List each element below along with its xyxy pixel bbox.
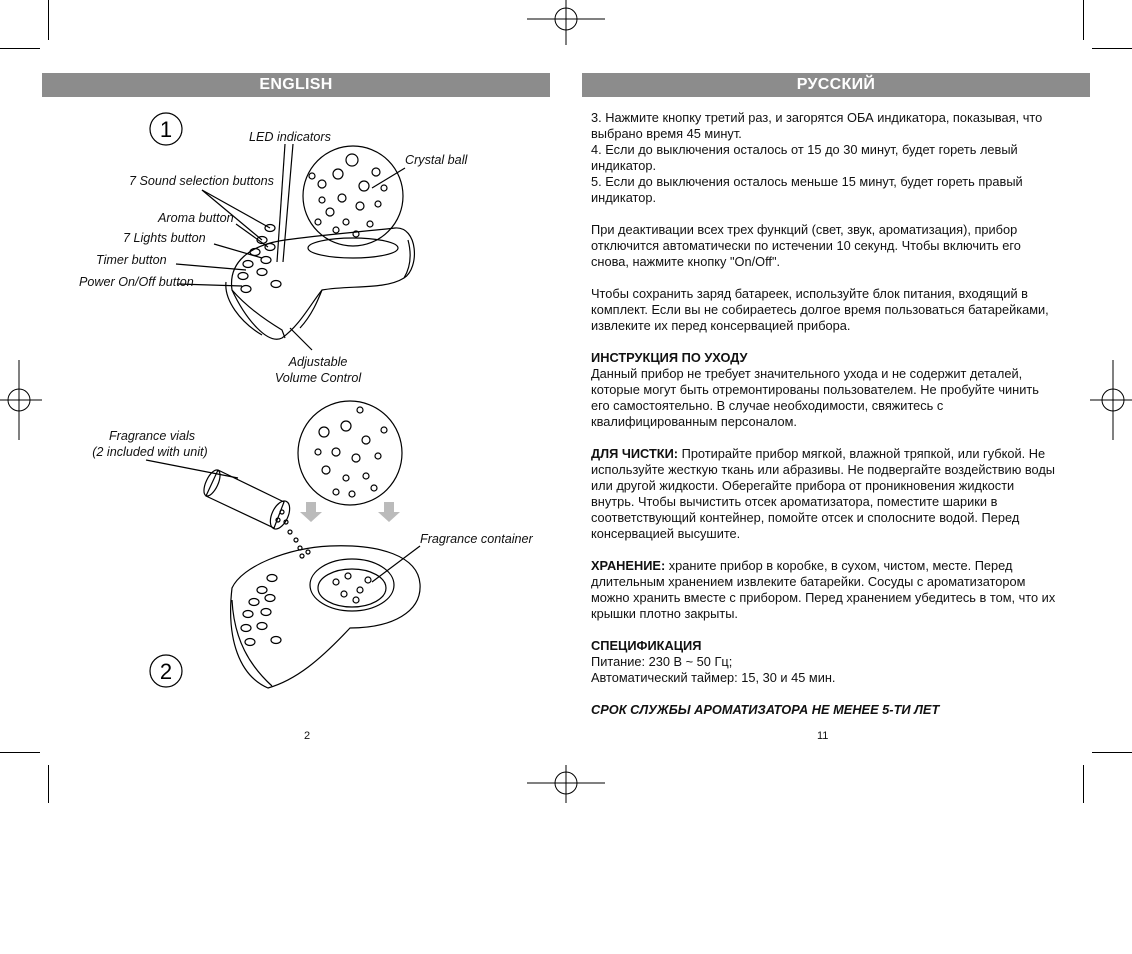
label-aroma-button: Aroma button (158, 211, 234, 225)
spec-timer: Автоматический таймер: 15, 30 и 45 мин. (591, 670, 836, 685)
crystal-ball-1 (303, 146, 403, 246)
step-1-number: 1 (159, 117, 173, 142)
label-volume-line1: Adjustable (288, 355, 348, 369)
timer-steps (591, 110, 1061, 206)
label-lights-button: 7 Lights button (123, 231, 206, 245)
fragrance-container (310, 559, 394, 611)
auto-off-paragraph: При деактивации всех трех функций (свет, звук, ароматизация), прибор отключится автоматически по истечении 10 секунд. Чтобы включить его снова, нажмите кнопку "On/Off". (591, 222, 1021, 269)
cleaning-text: Протирайте прибор мягкой, влажной тряпкой, или губкой. Не используйте жесткую ткань или абразивы. Не подвергайте воздействию воды или другой жидкости. Оберегайте прибора от проникновения жидкости внутрь. Чтобы вычистить отсек ароматизатора, поместите шарики в соответствующий контейнер, помойте отсек и сполосните водой. Перед консервацией высушите. (591, 446, 1055, 541)
header-english: ENGLISH (42, 73, 550, 97)
label-sound-buttons: 7 Sound selection buttons (129, 174, 274, 188)
crop-mark (1092, 48, 1132, 49)
device-1-body (232, 228, 415, 339)
label-crystal-ball: Crystal ball (405, 153, 468, 167)
label-fragrance-container: Fragrance container (420, 532, 533, 546)
timer-step-3: 3. Нажмите кнопку третий раз, и загорятся ОБА индикатора, показывая, что выбрано время 45 минут. (591, 110, 1043, 141)
header-russian: РУССКИЙ (582, 73, 1090, 97)
timer-step-5: 5. Если до выключения осталось меньше 15 минут, будет гореть правый индикатор. (591, 174, 1023, 205)
page-number-right: 11 (817, 730, 829, 742)
fragrance-vial (206, 470, 284, 528)
crop-mark (1083, 765, 1084, 803)
storage-title: ХРАНЕНИЕ: (591, 558, 666, 573)
lifetime-text: СРОК СЛУЖБЫ АРОМАТИЗАТОРА НЕ МЕНЕЕ 5-ТИ ЛЕТ (591, 702, 940, 717)
spec-section (591, 638, 1061, 686)
label-led-indicators: LED indicators (249, 130, 331, 144)
down-arrow-icon (378, 502, 400, 522)
label-volume-line2: Volume Control (274, 371, 362, 385)
storage-section (591, 558, 1061, 622)
label-vials-line2: (2 included with unit) (92, 445, 208, 459)
crystal-ball-2 (298, 401, 402, 505)
label-power-button: Power On/Off button (79, 275, 194, 289)
down-arrow-icon (300, 502, 322, 522)
care-title: ИНСТРУКЦИЯ ПО УХОДУ (591, 350, 748, 365)
label-timer-button: Timer button (96, 253, 167, 267)
lifetime-note (591, 702, 1061, 718)
timer-step-4: 4. Если до выключения осталось от 15 до 30 минут, будет гореть левый индикатор. (591, 142, 1018, 173)
spec-title: СПЕЦИФИКАЦИЯ (591, 638, 702, 653)
spec-power: Питание: 230 В ~ 50 Гц; (591, 654, 733, 669)
page-number-left: 2 (304, 730, 311, 742)
care-section (591, 350, 1061, 430)
storage-text: храните прибор в коробке, в сухом, чистом, месте. Перед длительным хранением извлеките батарейки. Сосуды с ароматизатором можно хранить вместе с прибором. Перед хранением убедитесь в том, что их крышки плотно закрыты. (591, 558, 1056, 621)
product-illustration (0, 0, 566, 760)
crop-mark (1083, 0, 1084, 40)
russian-text-column (591, 110, 1061, 734)
battery-paragraph: Чтобы сохранить заряд батареек, используйте блок питания, входящий в комплект. Если вы не собираетесь долгое время пользоваться батарейками, извлеките их перед консервацией прибора. (591, 286, 1049, 333)
crop-mark (48, 765, 49, 803)
step-2-number: 2 (159, 659, 173, 684)
label-vials-line1: Fragrance vials (108, 429, 196, 443)
crop-mark (1092, 752, 1132, 753)
cleaning-section (591, 446, 1061, 542)
cleaning-title: ДЛЯ ЧИСТКИ: (591, 446, 679, 461)
care-text: Данный прибор не требует значительного ухода и не содержит деталей, которые могут быть отремонтированы пользователем. Не пробуйте чинить его самостоятельно. В случае необходимости, свяжитесь с квалифицированным персоналом. (591, 366, 1039, 429)
